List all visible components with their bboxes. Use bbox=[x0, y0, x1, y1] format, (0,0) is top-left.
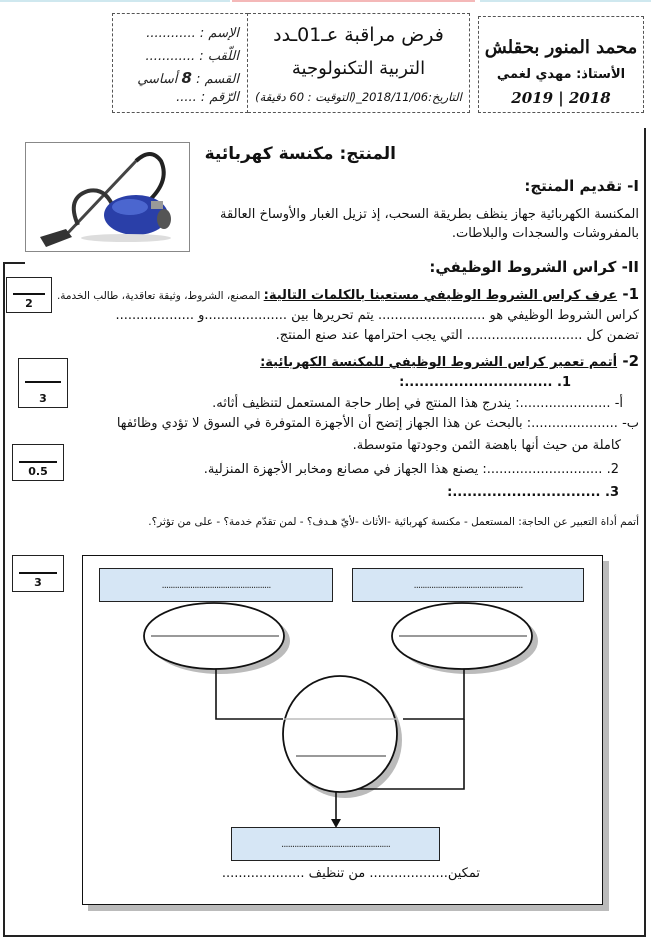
diagram-caption[interactable]: تمكين................... من تنظيف .................... bbox=[221, 866, 480, 881]
q3-instruction: أتمم أداة التعبير عن الحاجة: المستعمل - مكنسة كهربائية -الأثاث -لأيّ هـدف؟ - لمن تقدّم خدمة؟ - على من تؤثر؟. bbox=[148, 516, 639, 528]
q1-prompt: عرف كراس الشروط الوظيفي مستعينا بالكلمات التالية: bbox=[263, 288, 618, 303]
score-value: 3 bbox=[39, 392, 47, 405]
school-name: محمد المنور بحقلش bbox=[484, 37, 638, 58]
student-name-field[interactable]: الإسم : ............ bbox=[146, 26, 239, 41]
exam-subject: التربية التكنولوجية bbox=[291, 58, 426, 79]
connector-left bbox=[216, 668, 283, 719]
student-class-field bbox=[137, 69, 239, 87]
q2-line bbox=[260, 351, 639, 370]
page-frame-right bbox=[644, 128, 646, 936]
section2-heading: II- كراس الشروط الوظيفي: bbox=[429, 258, 639, 276]
q2-number: 2- bbox=[617, 352, 639, 370]
q1-line bbox=[57, 284, 639, 303]
top-band-left bbox=[0, 0, 230, 2]
score-box-q2a bbox=[18, 358, 68, 408]
q2-item2[interactable]: 2. ............................: يصنع هذا الجهاز في مصانع ومخابر الأجهزة المنزلية. bbox=[203, 462, 619, 477]
student-surname-field[interactable]: اللّقب : ............ bbox=[145, 49, 239, 64]
exam-title: فرض مراقبة عـ01ـدد bbox=[273, 24, 444, 46]
image-frame-bottom-left bbox=[3, 262, 25, 264]
page-frame-left bbox=[3, 262, 5, 936]
q1-answer-line1[interactable]: كراس الشروط الوظيفي هو .......................... يتم تحريرها بين ....................و ................... bbox=[115, 308, 639, 323]
q2-prompt: أتمم تعمير كراس الشروط الوظيفي للمكنسة الكهربائية: bbox=[260, 355, 618, 370]
top-band-mid bbox=[232, 0, 475, 2]
school-year: 2019 | 2018 bbox=[511, 89, 611, 107]
diagram-box-left[interactable]: .................................................. bbox=[99, 568, 333, 602]
vacuum-cleaner-icon bbox=[26, 143, 188, 250]
score-value: 2 bbox=[25, 297, 33, 310]
q1-number: 1- bbox=[617, 285, 639, 303]
vacuum-cleaner-image bbox=[25, 142, 190, 252]
q1-words: المصنع، الشروط، وثيقة تعاقدية، طالب الخدمة. bbox=[56, 290, 264, 302]
section1-text-line2: بالمفروشات والسجدات والبلاطات. bbox=[451, 226, 639, 241]
score-box-q2b bbox=[12, 444, 64, 481]
product-title: المنتج: مكنسة كهربائية bbox=[204, 144, 396, 164]
exam-date-line: التاريخ:2018/11/06_(التوقيت : 60 دقيقة) bbox=[255, 90, 462, 104]
need-expression-diagram bbox=[82, 555, 603, 905]
teacher-name: الأستاذ: مهدي لغمي bbox=[496, 67, 626, 82]
score-box-q3 bbox=[12, 555, 64, 592]
class-suffix: أساسي bbox=[137, 72, 182, 87]
score-box-q1 bbox=[6, 277, 52, 313]
top-band-right bbox=[480, 0, 651, 2]
score-value: 3 bbox=[34, 576, 42, 589]
diagram-box-bottom[interactable]: .................................................. bbox=[231, 827, 440, 861]
page-frame-bottom bbox=[3, 935, 646, 937]
student-number-field[interactable]: الرّقم : ..... bbox=[176, 90, 239, 105]
connector-right bbox=[403, 668, 464, 719]
ellipse-center bbox=[283, 676, 397, 792]
exam-title-box bbox=[248, 13, 470, 113]
section1-heading: I- تقديم المنتج: bbox=[524, 177, 639, 195]
q2-item3[interactable]: 3. ..............................: bbox=[447, 485, 619, 500]
q2-item1b-line2: كاملة من حيث أنها باهضة الثمن وجودتها متوسطة. bbox=[352, 438, 621, 453]
class-label: القسم : bbox=[191, 72, 239, 87]
section1-text-line1: المكنسة الكهربائية جهاز ينظف بطريقة السحب، إذ تزيل الغبار والأوساخ العالقة bbox=[220, 207, 639, 222]
q2-item1[interactable]: 1. ..............................: bbox=[399, 375, 571, 390]
diagram-box-right[interactable]: .................................................. bbox=[352, 568, 584, 602]
student-info-box bbox=[112, 13, 248, 113]
q2-item1b-line1[interactable]: ب- .....................: بالبحث عن هذا الجهاز إتضح أن الأجهزة المتوفرة في السوق لا تؤدي وظائفها bbox=[116, 416, 639, 431]
school-info-box bbox=[478, 16, 644, 113]
q1-answer-line2[interactable]: تضمن كل ............................ التي يجب احترامها عند صنع المنتج. bbox=[275, 328, 639, 343]
class-value: 8 bbox=[181, 69, 192, 87]
score-value: 0.5 bbox=[28, 465, 48, 478]
q2-item1a[interactable]: أ- ......................: يندرج هذا المنتج في إطار حاجة المستعمل لتنظيف أثاثه. bbox=[212, 396, 623, 411]
